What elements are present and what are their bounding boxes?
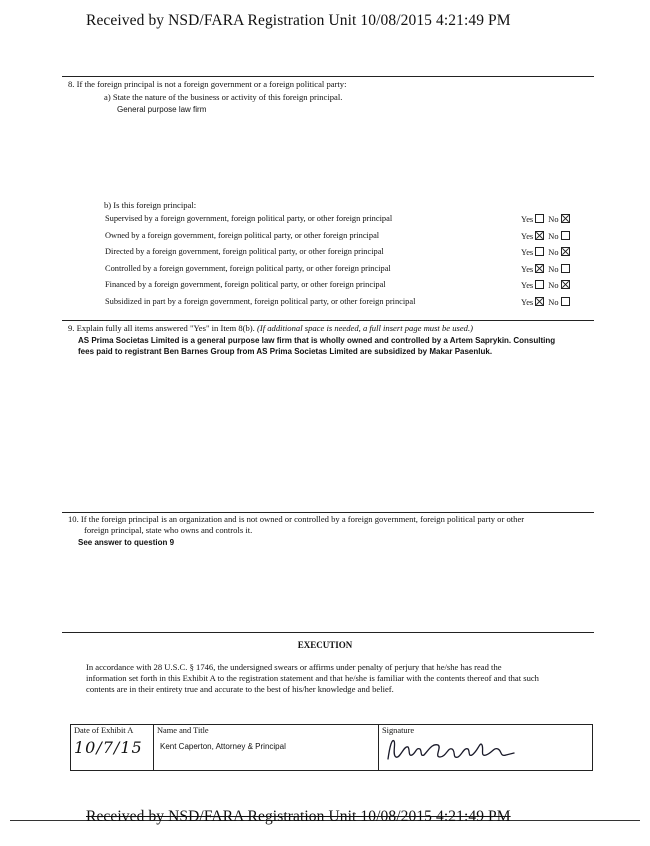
q8a-label: a) State the nature of the business or activity of this foreign principal. bbox=[104, 92, 343, 102]
yes-label: Yes bbox=[521, 215, 534, 224]
yes-checkbox[interactable] bbox=[535, 247, 544, 256]
signature-table bbox=[70, 724, 593, 771]
q8b-row-answer bbox=[521, 264, 572, 274]
q9-answer-line1: AS Prima Societas Limited is a general purpose law firm that is wholly owned and controlled by a Artem Saprykin. Consulting bbox=[78, 336, 556, 345]
name-cell bbox=[154, 725, 379, 771]
yes-checkbox[interactable] bbox=[535, 231, 544, 240]
handwritten-signature bbox=[382, 735, 522, 765]
no-checkbox[interactable] bbox=[561, 247, 570, 256]
q8b-row-answer bbox=[521, 231, 572, 241]
q8b-row-answer bbox=[521, 247, 572, 257]
section-divider bbox=[62, 632, 594, 633]
yes-checkbox[interactable] bbox=[535, 297, 544, 306]
no-checkbox[interactable] bbox=[561, 264, 570, 273]
execution-line2: information set forth in this Exhibit A to the registration statement and that he/she is familiar with the contents thereof and that such bbox=[86, 673, 539, 683]
q9-heading: 9. Explain fully all items answered "Yes" in Item 8(b). bbox=[68, 323, 255, 333]
q8b-row-text: Owned by a foreign government, foreign political party, or other foreign principal bbox=[105, 230, 380, 240]
section-divider bbox=[62, 76, 594, 77]
date-cell bbox=[71, 725, 154, 771]
q9-heading-note: (If additional space is needed, a full insert page must be used.) bbox=[256, 323, 473, 333]
q10-heading-line2: foreign principal, state who owns and controls it. bbox=[84, 525, 253, 535]
no-checkbox[interactable] bbox=[561, 214, 570, 223]
section-divider bbox=[62, 512, 594, 513]
no-checkbox[interactable] bbox=[561, 297, 570, 306]
yes-label: Yes bbox=[521, 281, 534, 290]
name-value: Kent Caperton, Attorney & Principal bbox=[160, 742, 286, 751]
q8b-row bbox=[105, 214, 595, 227]
no-label: No bbox=[548, 264, 559, 274]
q8b-row bbox=[105, 231, 595, 244]
q8b-row-answer bbox=[521, 280, 572, 290]
no-checkbox[interactable] bbox=[561, 280, 570, 289]
yes-checkbox[interactable] bbox=[535, 214, 544, 223]
no-label: No bbox=[548, 215, 559, 224]
q8b-row-text: Controlled by a foreign government, foreign political party, or other foreign principal bbox=[105, 263, 391, 273]
header-received-stamp: Received by NSD/FARA Registration Unit 10/08/2015 4:21:49 PM bbox=[86, 12, 511, 29]
q8b-row-text: Directed by a foreign government, foreign political party, or other foreign principal bbox=[105, 247, 384, 256]
q9-heading-wrap bbox=[68, 323, 473, 334]
signature-cell bbox=[379, 725, 593, 771]
yes-label: Yes bbox=[521, 231, 534, 241]
q9-answer-line2: fees paid to registrant Ben Barnes Group from AS Prima Societas Limited are subsidized by Makar Pasenluk. bbox=[78, 347, 493, 356]
yes-label: Yes bbox=[521, 297, 534, 307]
q8b-row-text: Subsidized in part by a foreign government, foreign political party, or other foreign principal bbox=[105, 296, 416, 306]
execution-title: EXECUTION bbox=[297, 640, 353, 650]
q8b-row bbox=[105, 280, 595, 293]
yes-label: Yes bbox=[521, 248, 534, 257]
date-label: Date of Exhibit A bbox=[74, 726, 134, 735]
q8b-row-text: Supervised by a foreign government, foreign political party, or other foreign principal bbox=[105, 214, 393, 223]
no-checkbox[interactable] bbox=[561, 231, 570, 240]
yes-checkbox[interactable] bbox=[535, 280, 544, 289]
no-label: No bbox=[548, 281, 559, 290]
q10-answer: See answer to question 9 bbox=[78, 538, 175, 547]
q8b-row-answer bbox=[521, 214, 572, 224]
q10-heading-line1: 10. If the foreign principal is an organization and is not owned or controlled by a foreign government, foreign political party or other bbox=[68, 514, 525, 524]
no-label: No bbox=[548, 297, 559, 307]
yes-checkbox[interactable] bbox=[535, 264, 544, 273]
footer-received-stamp: Received by NSD/FARA Registration Unit 10/08/2015 4:21:49 PM bbox=[86, 808, 511, 825]
q8a-answer: General purpose law firm bbox=[117, 105, 207, 114]
q8b-row-text: Financed by a foreign government, foreign political party, or other foreign principal bbox=[105, 280, 386, 289]
q8-heading: 8. If the foreign principal is not a foreign government or a foreign political party: bbox=[68, 79, 347, 89]
yes-label: Yes bbox=[521, 264, 534, 274]
execution-line1: In accordance with 28 U.S.C. § 1746, the undersigned swears or affirms under penalty of perjury that he/she has read the bbox=[86, 662, 502, 672]
q8b-label: b) Is this foreign principal: bbox=[104, 200, 197, 210]
no-label: No bbox=[548, 231, 559, 241]
no-label: No bbox=[548, 248, 559, 257]
q8b-row bbox=[105, 264, 595, 277]
signature-label: Signature bbox=[382, 726, 415, 735]
section-divider bbox=[62, 320, 594, 321]
date-handwritten: 10/7/15 bbox=[74, 738, 143, 757]
name-label: Name and Title bbox=[157, 726, 209, 735]
q8b-row bbox=[105, 297, 595, 310]
execution-line3: contents are in their entirety true and accurate to the best of his/her knowledge and belief. bbox=[86, 684, 394, 694]
q8b-row-answer bbox=[521, 297, 572, 307]
q8b-row bbox=[105, 247, 595, 260]
